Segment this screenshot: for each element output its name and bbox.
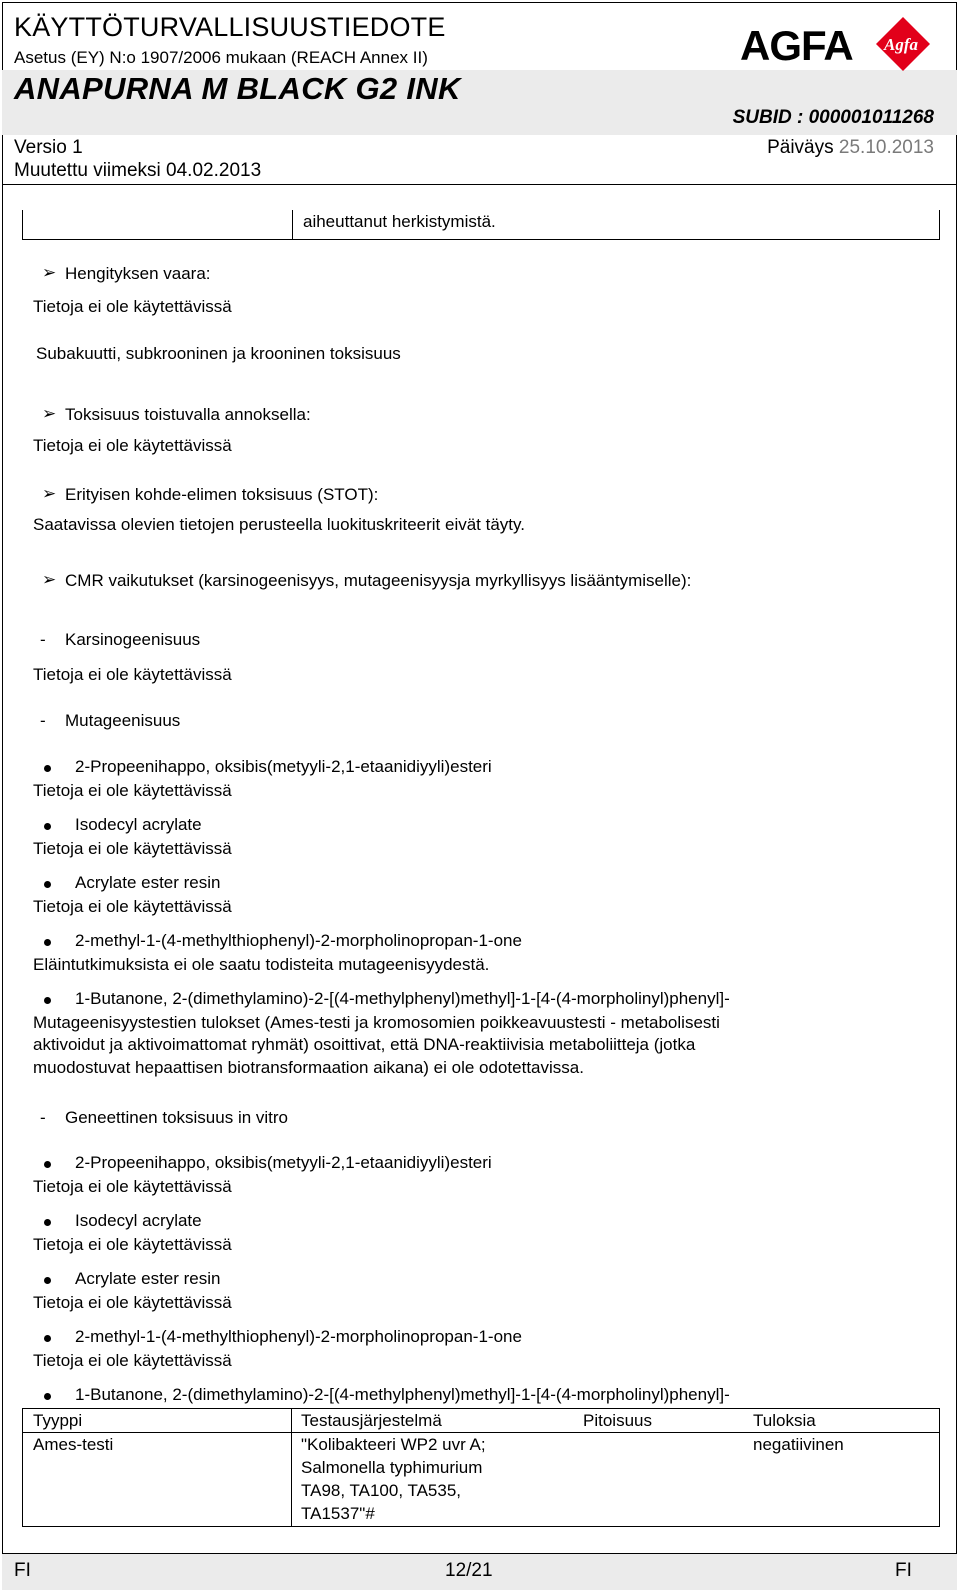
subacute-title: Subakuutti, subkrooninen ja krooninen toksisuus [36,344,401,363]
bullet-dot-icon [44,939,51,946]
date-label: Päiväys [767,137,834,158]
version: Versio 1 [14,137,83,158]
substance-name: 1-Butanone, 2-(dimethylamino)-2-[(4-methylphenyl)methyl]-1-[4-(4-morpholinyl)phenyl]- [75,1385,730,1404]
substance-text: Eläintutkimuksista ei ole saatu todisteita mutageenisyydestä. [33,955,490,974]
substance-name: Acrylate ester resin [75,1269,221,1288]
table-cell-system-line: "Kolibakteeri WP2 uvr A; [301,1435,486,1454]
bullet-dot-icon [44,881,51,888]
subid: SUBID : 000001011268 [732,107,934,128]
substance-text: Tietoja ei ole käytettävissä [33,1351,232,1370]
table-cell-system-line: TA98, TA100, TA535, [301,1481,462,1500]
substance-name: Isodecyl acrylate [75,1211,202,1230]
bullet-dot-icon [44,1335,51,1342]
substance-name: 2-Propeenihappo, oksibis(metyyli-2,1-etaanidiyyli)esteri [75,757,492,776]
regulation-reference: Asetus (EY) N:o 1907/2006 mukaan (REACH Annex II) [14,48,428,67]
table-cell: aiheuttanut herkistymistä. [303,212,496,231]
table-header-cell: Pitoisuus [583,1411,652,1430]
table-divider [292,210,293,240]
table-cell-system-line: TA1537"# [301,1504,375,1523]
substance-text: Tietoja ei ole käytettävissä [33,839,232,858]
dash-bullet: - [40,711,46,730]
table-cell-result: negatiivinen [753,1435,844,1454]
bullet-dot-icon [44,823,51,830]
agfa-logo-icon [740,16,950,72]
table-cell-type: Ames-testi [33,1435,114,1454]
stot-text: Saatavissa olevien tietojen perusteella luokituskriteerit eivät täyty. [33,515,525,534]
document-title: KÄYTTÖTURVALLISUUSTIEDOTE [14,12,446,42]
substance-text: Tietoja ei ole käytettävissä [33,781,232,800]
substance-name: 2-methyl-1-(4-methylthiophenyl)-2-morpholinopropan-1-one [75,931,522,950]
carcinogenicity-text: Tietoja ei ole käytettävissä [33,665,232,684]
carcinogenicity-heading: Karsinogeenisuus [65,630,201,649]
substance-text-line: aktivoidut ja aktivoimattomat ryhmät) osoittivat, että DNA-reaktiivisia metaboliitteja (jotka [33,1035,696,1054]
aspiration-text: Tietoja ei ole käytettävissä [33,297,232,316]
bullet-dot-icon [44,765,51,772]
bullet-dot-icon [44,1161,51,1168]
bullet-dot-icon [44,997,51,1004]
cmr-heading: CMR vaikutukset (karsinogeenisyys, mutageenisyysja myrkyllisyys lisääntymiselle): [65,571,692,590]
arrow-bullet-icon: ➢ [42,404,57,423]
substance-name: Isodecyl acrylate [75,815,202,834]
issue-date [767,137,934,159]
bullet-dot-icon [44,1219,51,1226]
table-header-cell: Testausjärjestelmä [301,1411,442,1430]
table-column-divider [291,1409,292,1526]
substance-text-line: Mutageenisyystestien tulokset (Ames-testi ja kromosomien poikkeavuustesti - metabolisesti [33,1013,720,1032]
repeated-dose-text: Tietoja ei ole käytettävissä [33,436,232,455]
substance-name: 1-Butanone, 2-(dimethylamino)-2-[(4-methylphenyl)methyl]-1-[4-(4-morpholinyl)phenyl]- [75,989,730,1008]
page-number: 12/21 [445,1560,493,1581]
bullet-dot-icon [44,1393,51,1400]
arrow-bullet-icon: ➢ [42,570,57,589]
arrow-bullet-icon: ➢ [42,484,57,503]
substance-name: 2-Propeenihappo, oksibis(metyyli-2,1-etaanidiyyli)esteri [75,1153,492,1172]
genotox-heading: Geneettinen toksisuus in vitro [65,1108,289,1127]
substance-text-line: muodostuvat hepaattisen biotransformaation aikana) ei ole odotettavissa. [33,1058,584,1077]
stot-heading: Erityisen kohde-elimen toksisuus (STOT): [65,485,379,504]
product-name: ANAPURNA M BLACK G2 INK [14,71,461,106]
mutagenicity-heading: Mutageenisuus [65,711,181,730]
substance-name: 2-methyl-1-(4-methylthiophenyl)-2-morpholinopropan-1-one [75,1327,522,1346]
continued-table [22,210,940,240]
last-modified: Muutettu viimeksi 04.02.2013 [14,160,262,181]
table-header-cell: Tuloksia [753,1411,816,1430]
arrow-bullet-icon: ➢ [42,263,57,282]
table-header-cell: Tyyppi [33,1411,83,1430]
bullet-dot-icon [44,1277,51,1284]
dash-bullet: - [40,1108,46,1127]
footer-language-right: FI [895,1560,912,1581]
aspiration-heading: Hengityksen vaara: [65,264,211,283]
ames-test-table [22,1408,940,1527]
repeated-dose-heading: Toksisuus toistuvalla annoksella: [65,405,311,424]
substance-name: Acrylate ester resin [75,873,221,892]
substance-text: Tietoja ei ole käytettävissä [33,1177,232,1196]
header-divider [2,184,957,185]
table-cell-system-line: Salmonella typhimurium [301,1458,483,1477]
substance-text: Tietoja ei ole käytettävissä [33,1235,232,1254]
substance-text: Tietoja ei ole käytettävissä [33,1293,232,1312]
substance-text: Tietoja ei ole käytettävissä [33,897,232,916]
logo-badge-text: Agfa [884,35,918,54]
date-value: 25.10.2013 [838,137,934,158]
logo-wordmark: AGFA [740,22,853,69]
dash-bullet: - [40,630,46,649]
footer-language-left: FI [14,1560,31,1581]
